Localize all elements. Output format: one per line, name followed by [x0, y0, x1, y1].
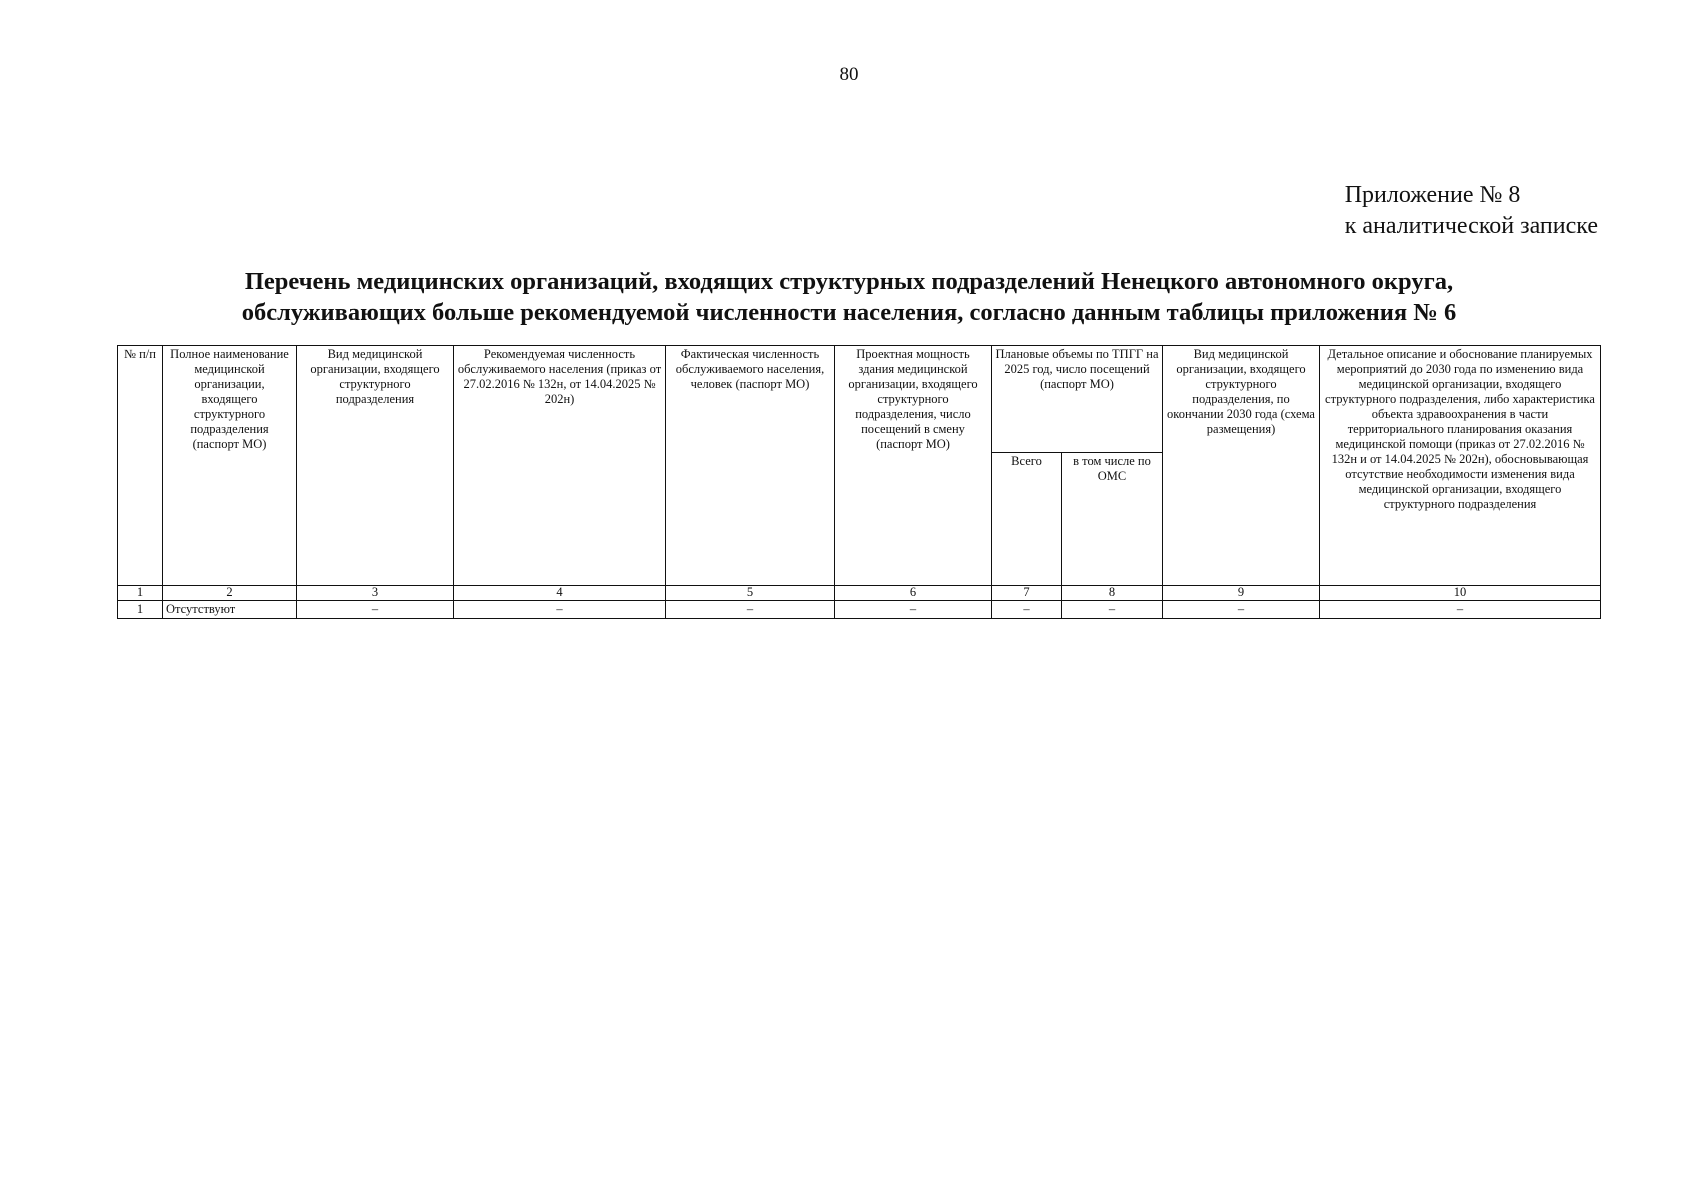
cell-description: –: [1320, 601, 1601, 619]
header-planned-oms: в том числе по ОМС: [1062, 453, 1163, 586]
page-number: 80: [839, 64, 859, 85]
cell-recommended-population: –: [454, 601, 666, 619]
cell-actual-population: –: [666, 601, 835, 619]
appendix-reference: [1345, 180, 1598, 242]
header-actual-population: Фактическая численность обслуживаемого населения, человек (паспорт МО): [666, 346, 835, 586]
column-number: 10: [1320, 586, 1601, 601]
header-description: Детальное описание и обоснование планируемых мероприятий до 2030 года по изменению вида медицинской организации, входящего структурного подразделения, либо характеристика объекта здравоохранения в части территориального планирования оказания медицинской помощи (приказ от 27.02.2016 № 132н и от 14.04.2025 № 202н), обосновывающая отсутствие необходимости изменения вида медицинской организации, входящего структурного подразделения: [1320, 346, 1601, 586]
organizations-table: [117, 345, 1601, 619]
appendix-line-1: Приложение № 8: [1344, 182, 1521, 208]
column-number: 3: [297, 586, 454, 601]
cell-planned-oms: –: [1062, 601, 1163, 619]
header-design-capacity: Проектная мощность здания медицинской организации, входящего структурного подразделения, число посещений в смену (паспорт МО): [835, 346, 992, 586]
header-org-type-2030: Вид медицинской организации, входящего структурного подразделения, по окончании 2030 года (схема размещения): [1163, 346, 1320, 586]
header-number: № п/п: [118, 346, 163, 586]
header-planned-total: Всего: [992, 453, 1062, 586]
appendix-line-2: к аналитической записке: [1344, 213, 1598, 239]
column-number: 9: [1163, 586, 1320, 601]
header-org-name: Полное наименование медицинской организации, входящего структурного подразделения (паспорт МО): [163, 346, 297, 586]
cell-org-type: –: [297, 601, 454, 619]
column-number-row: [118, 586, 1601, 601]
cell-org-name: Отсутствуют: [163, 601, 297, 619]
cell-org-type-2030: –: [1163, 601, 1320, 619]
column-number: 7: [992, 586, 1062, 601]
column-number: 4: [454, 586, 666, 601]
table-row: [118, 601, 1601, 619]
document-title-line-2: обслуживающих больше рекомендуемой численности населения, согласно данным таблицы приложения № 6: [241, 299, 1457, 326]
header-org-type: Вид медицинской организации, входящего структурного подразделения: [297, 346, 454, 586]
cell-planned-total: –: [992, 601, 1062, 619]
document-title: [0, 266, 1698, 328]
document-title-line-1: Перечень медицинских организаций, входящих структурных подразделений Ненецкого автономного округа,: [244, 268, 1454, 295]
column-number: 2: [163, 586, 297, 601]
column-number: 8: [1062, 586, 1163, 601]
column-number: 5: [666, 586, 835, 601]
cell-design-capacity: –: [835, 601, 992, 619]
cell-number: 1: [118, 601, 163, 619]
column-number: 6: [835, 586, 992, 601]
header-planned-volumes: Плановые объемы по ТПГГ на 2025 год, число посещений (паспорт МО): [992, 346, 1163, 453]
column-number: 1: [118, 586, 163, 601]
header-recommended-population: Рекомендуемая численность обслуживаемого населения (приказ от 27.02.2016 № 132н, от 14.04.2025 № 202н): [454, 346, 666, 586]
